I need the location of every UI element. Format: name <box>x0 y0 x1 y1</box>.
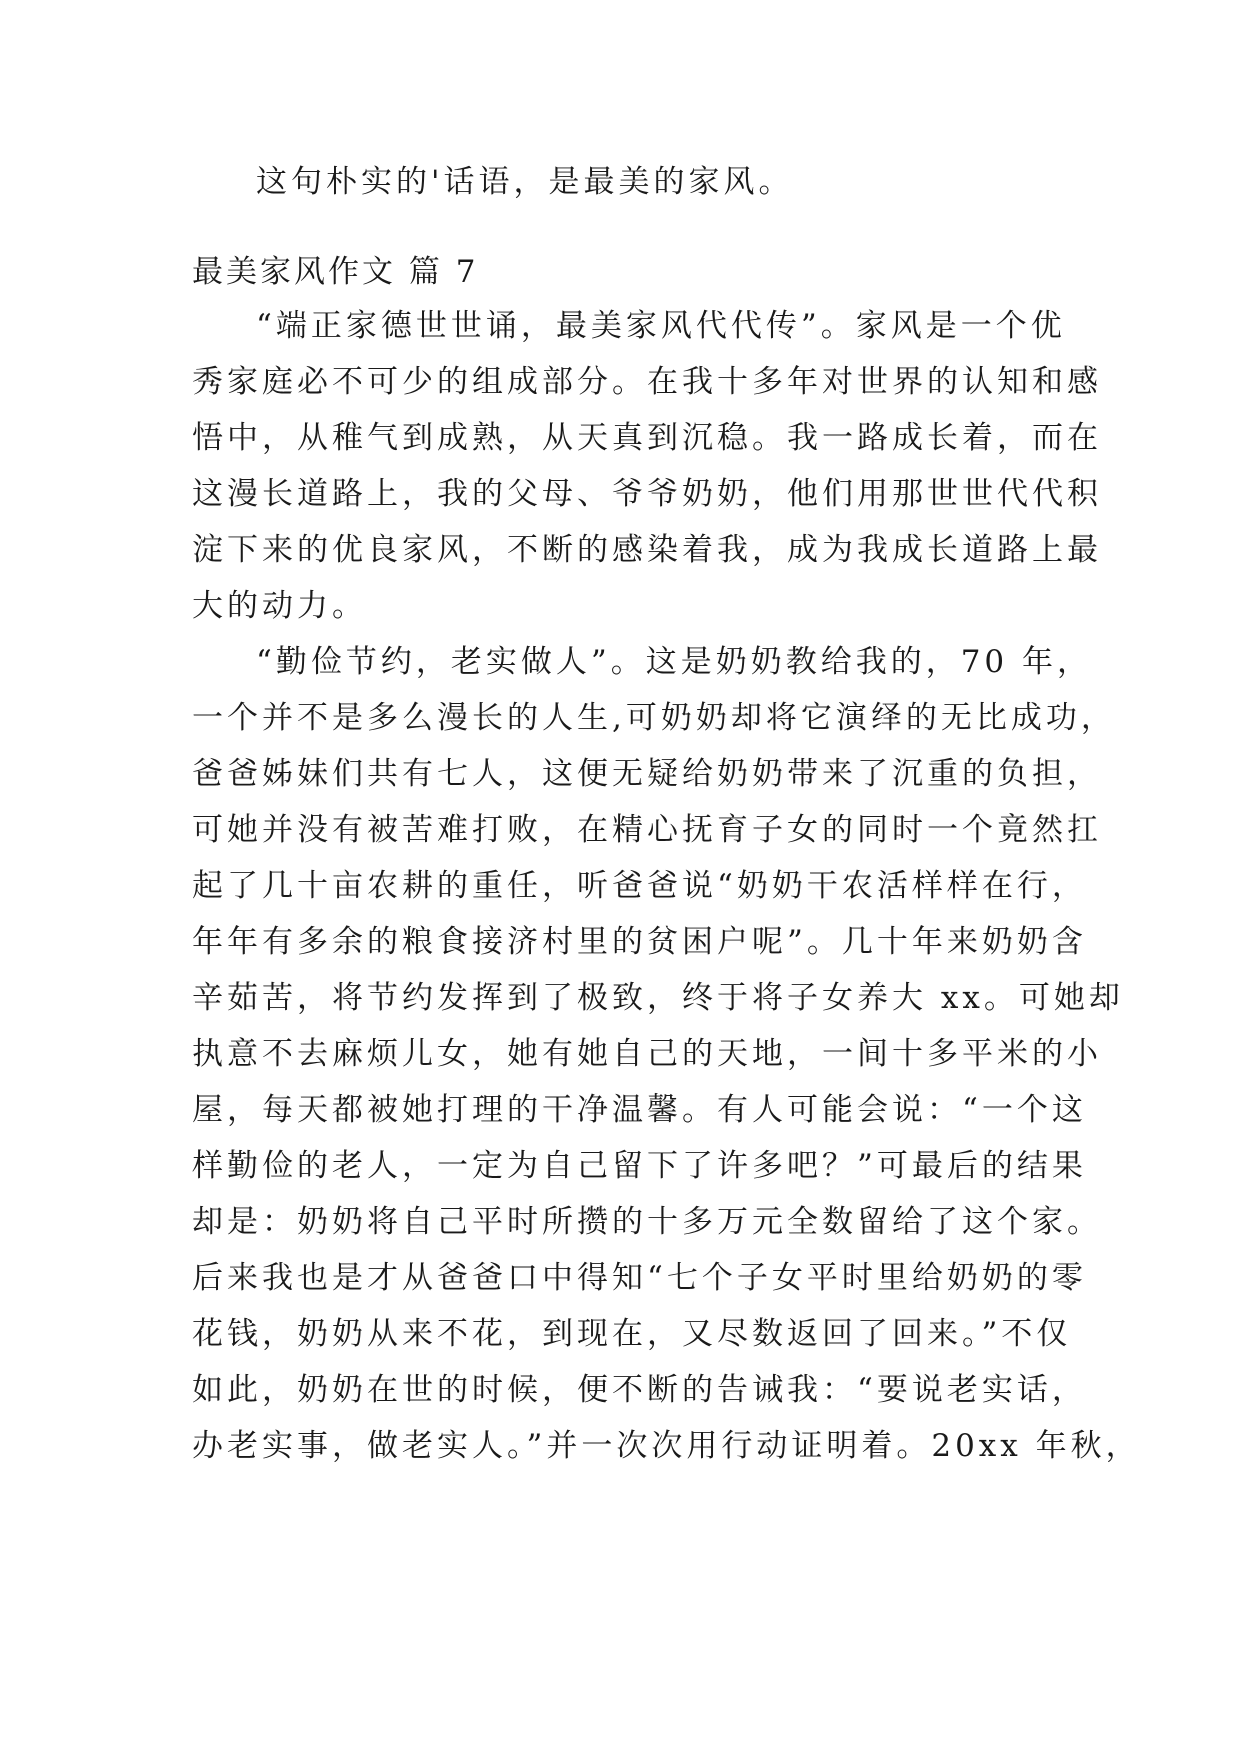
paragraph-line: 屋，每天都被她打理的干净温馨。有人可能会说：“一个这 <box>192 1092 1087 1128</box>
section-heading: 最美家风作文 篇 7 <box>192 254 479 290</box>
paragraph-line: 悟中，从稚气到成熟，从天真到沉稳。我一路成长着，而在 <box>192 420 1102 456</box>
paragraph-line: 秀家庭必不可少的组成部分。在我十多年对世界的认知和感 <box>192 364 1102 400</box>
paragraph-line: “端正家德世世诵，最美家风代代传”。家风是一个优 <box>256 308 1066 344</box>
paragraph-line: 后来我也是才从爸爸口中得知“七个子女平时里给奶奶的零 <box>192 1260 1087 1296</box>
paragraph-line: 起了几十亩农耕的重任，听爸爸说“奶奶干农活样样在行， <box>192 868 1087 904</box>
paragraph-line: 可她并没有被苦难打败，在精心抚育子女的同时一个竟然扛 <box>192 812 1102 848</box>
paragraph-line: 执意不去麻烦儿女，她有她自己的天地，一间十多平米的小 <box>192 1036 1102 1072</box>
paragraph-line: 一个并不是多么漫长的人生,可奶奶却将它演绎的无比成功， <box>192 700 1116 736</box>
paragraph-line: 样勤俭的老人，一定为自己留下了许多吧？”可最后的结果 <box>192 1148 1087 1184</box>
paragraph-line: 却是：奶奶将自己平时所攒的十多万元全数留给了这个家。 <box>192 1204 1102 1240</box>
paragraph-line: 爸爸姊妹们共有七人，这便无疑给奶奶带来了沉重的负担， <box>192 756 1102 792</box>
intro-line: 这句朴实的'话语，是最美的家风。 <box>256 164 794 200</box>
paragraph-line: 办老实事，做老实人。”并一次次用行动证明着。20xx 年秋， <box>192 1428 1141 1464</box>
paragraph-line: 花钱，奶奶从来不花，到现在，又尽数返回了回来。”不仅 <box>192 1316 1072 1352</box>
paragraph-line: 这漫长道路上，我的父母、爷爷奶奶，他们用那世世代代积 <box>192 476 1102 512</box>
paragraph-line: 大的动力。 <box>192 588 367 624</box>
paragraph-line: 如此，奶奶在世的时候，便不断的告诫我：“要说老实话， <box>192 1372 1087 1408</box>
paragraph-line: 淀下来的优良家风，不断的感染着我，成为我成长道路上最 <box>192 532 1102 568</box>
paragraph-line: 年年有多余的粮食接济村里的贫困户呢”。几十年来奶奶含 <box>192 924 1087 960</box>
paragraph-line: “勤俭节约，老实做人”。这是奶奶教给我的，70 年， <box>256 644 1092 680</box>
paragraph-line: 辛茹苦，将节约发挥到了极致，终于将子女养大 xx。可她却 <box>192 980 1124 1016</box>
